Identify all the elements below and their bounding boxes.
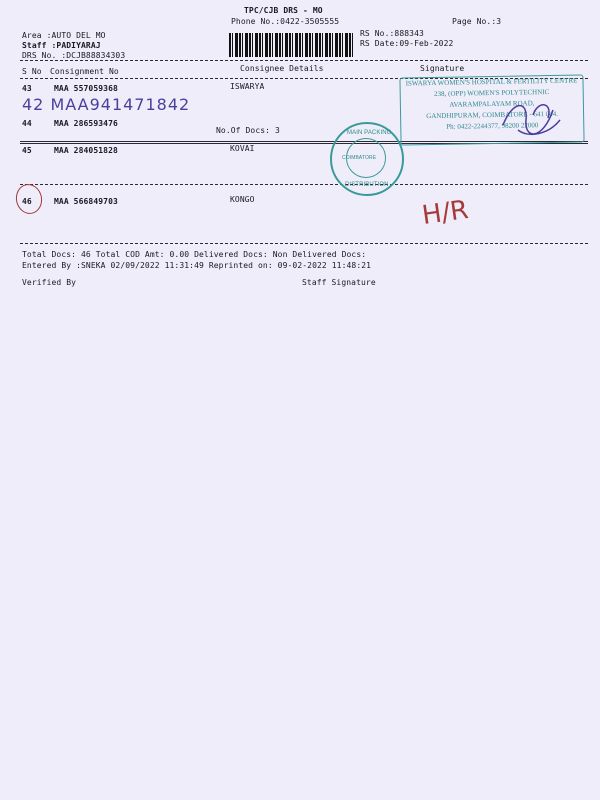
seal-center-text: COIMBATORE [342,155,377,161]
column-signature: Signature [420,64,465,73]
barcode [229,33,353,57]
verified-by: Verified By [22,278,77,287]
row-sno: 43 [22,84,32,93]
stamp-line: Ph: 0422-2244377, 98200 22000 [446,121,539,131]
header-divider [20,60,588,61]
stamp-line: GANDHIPURAM, COIMBATORE - 641 044. [426,109,559,121]
report-title: TPC/CJB DRS - MO [244,6,323,15]
row-consignee: KONGO [230,195,255,204]
signature-scribble [498,90,568,150]
staff-label: Staff :PADIYARAJ [22,41,101,50]
row-sno: 45 [22,146,32,155]
area-label: Area :AUTO DEL MO [22,31,106,40]
distribution-seal [330,122,404,196]
row-divider [20,184,588,185]
docs-count: No.Of Docs: 3 [216,126,280,135]
stamp-line: 238, (OPP) WOMEN'S POLYTECHNIC [434,87,550,99]
column-consignee: Consignee Details [240,64,324,73]
row-consignment: MAA 566849703 [54,197,118,206]
row-sno: 46 [22,197,32,206]
handwritten-note: 42 MAA941471842 [22,95,191,114]
row-consignment: MAA 284051828 [54,146,118,155]
drs-number: DRS No. :DCJB88834303 [22,51,126,60]
stamp-line: ISWARYA WOMEN'S HOSPITAL & FERTILITY CENTRE [405,76,578,88]
rs-number: RS No.:888343 [360,29,424,38]
column-consignment: Consignment No [50,67,119,76]
handwritten-initials: H/R [420,194,471,232]
seal-bottom-text: DISTRIBUTION [345,182,389,188]
row-consignee: KOVAI [230,144,255,153]
row-sno: 44 [22,119,32,128]
entered-line: Entered By :SNEKA 02/09/2022 11:31:49 Reprinted on: 09-02-2022 11:48:21 [22,261,372,270]
row-consignment: MAA 557059368 [54,84,118,93]
phone-number: Phone No.:0422-3505555 [231,17,340,26]
seal-top-text: MAIN PACKING [347,130,392,136]
row-consignee: ISWARYA [230,82,265,91]
page-number: Page No.:3 [452,17,502,26]
stamp-line: AVARAMPALAYAM ROAD, [449,99,535,109]
staff-signature: Staff Signature [302,278,376,287]
row-consignment: MAA 286593476 [54,119,118,128]
footer-divider [20,243,588,244]
column-sno: S No [22,67,42,76]
rs-date: RS Date:09-Feb-2022 [360,39,454,48]
summary-line: Total Docs: 46 Total COD Amt: 0.00 Delivered Docs: Non Delivered Docs: [22,250,367,259]
